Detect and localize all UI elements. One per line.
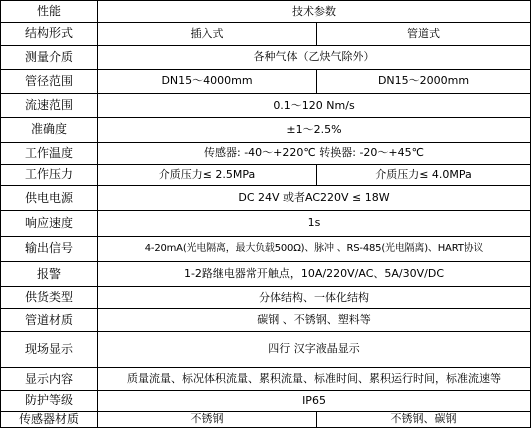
- row-label: 流速范围: [1, 94, 98, 118]
- header-property-cell: 性能: [1, 1, 98, 23]
- row-pipe-material: [1, 309, 531, 331]
- row-right-value: 管道式: [317, 23, 531, 45]
- row-label: 防护等级: [1, 391, 98, 411]
- row-supply-type: [1, 287, 531, 309]
- row-pipe-size: [1, 69, 531, 93]
- row-left-value: 介质压力≤ 2.5MPa: [98, 164, 317, 185]
- row-label: 现场显示: [1, 331, 98, 367]
- row-sensor-material: [1, 411, 531, 427]
- row-value: 碳钢 、不锈钢、塑料等: [98, 309, 531, 331]
- row-right-value: 介质压力≤ 4.0MPa: [317, 164, 531, 185]
- row-label: 报警: [1, 261, 98, 286]
- row-label: 工作压力: [1, 164, 98, 185]
- row-label: 管径范围: [1, 69, 98, 93]
- row-pressure: [1, 164, 531, 185]
- row-label: 结构形式: [1, 23, 98, 45]
- row-display: [1, 331, 531, 367]
- row-value: 4-20mA(光电隔离，最大负载500Ω)、脉冲 、RS-485(光电隔离)、HART协议: [98, 236, 531, 261]
- row-label: 工作温度: [1, 142, 98, 164]
- row-value: 分体结构、一体化结构: [98, 287, 531, 309]
- row-value: 质量流量、标况体积流量、累积流量、标准时间、累积运行时间，标准流速等: [98, 368, 531, 391]
- row-power: [1, 186, 531, 211]
- row-left-value: 插入式: [98, 23, 317, 45]
- row-left-value: DN15～4000mm: [98, 69, 317, 93]
- row-left-value: 不锈钢: [98, 411, 317, 427]
- row-value: 0.1～120 Nm/s: [98, 94, 531, 118]
- row-label: 响应速度: [1, 211, 98, 236]
- row-label: 管道材质: [1, 309, 98, 331]
- row-medium: [1, 45, 531, 69]
- row-protection: [1, 391, 531, 411]
- row-display-content: [1, 368, 531, 391]
- row-value: 各种气体（乙炔气除外）: [98, 45, 531, 69]
- row-structure: [1, 23, 531, 45]
- row-value: 四行 汉字液晶显示: [98, 331, 531, 367]
- row-label: 供电电源: [1, 186, 98, 211]
- row-value: ±1～2.5%: [98, 118, 531, 142]
- row-label: 准确度: [1, 118, 98, 142]
- row-value: 1-2路继电器常开触点，10A/220V/AC、5A/30V/DC: [98, 261, 531, 286]
- row-label: 传感器材质: [1, 411, 98, 427]
- row-value: DC 24V 或者AC220V ≤ 18W: [98, 186, 531, 211]
- row-response: [1, 211, 531, 236]
- row-accuracy: [1, 118, 531, 142]
- row-value: 传感器: -40～+220℃ 转换器: -20～+45℃: [98, 142, 531, 164]
- row-value: 1s: [98, 211, 531, 236]
- row-label: 供货类型: [1, 287, 98, 309]
- row-label: 显示内容: [1, 368, 98, 391]
- table-header-row: [1, 1, 531, 23]
- row-right-value: DN15～2000mm: [317, 69, 531, 93]
- row-right-value: 不锈钢、碳钢: [317, 411, 531, 427]
- row-velocity: [1, 94, 531, 118]
- header-value-cell: 技术参数: [98, 1, 531, 23]
- row-output: [1, 236, 531, 261]
- row-temperature: [1, 142, 531, 164]
- row-label: 输出信号: [1, 236, 98, 261]
- row-value: IP65: [98, 391, 531, 411]
- row-alarm: [1, 261, 531, 286]
- row-label: 测量介质: [1, 45, 98, 69]
